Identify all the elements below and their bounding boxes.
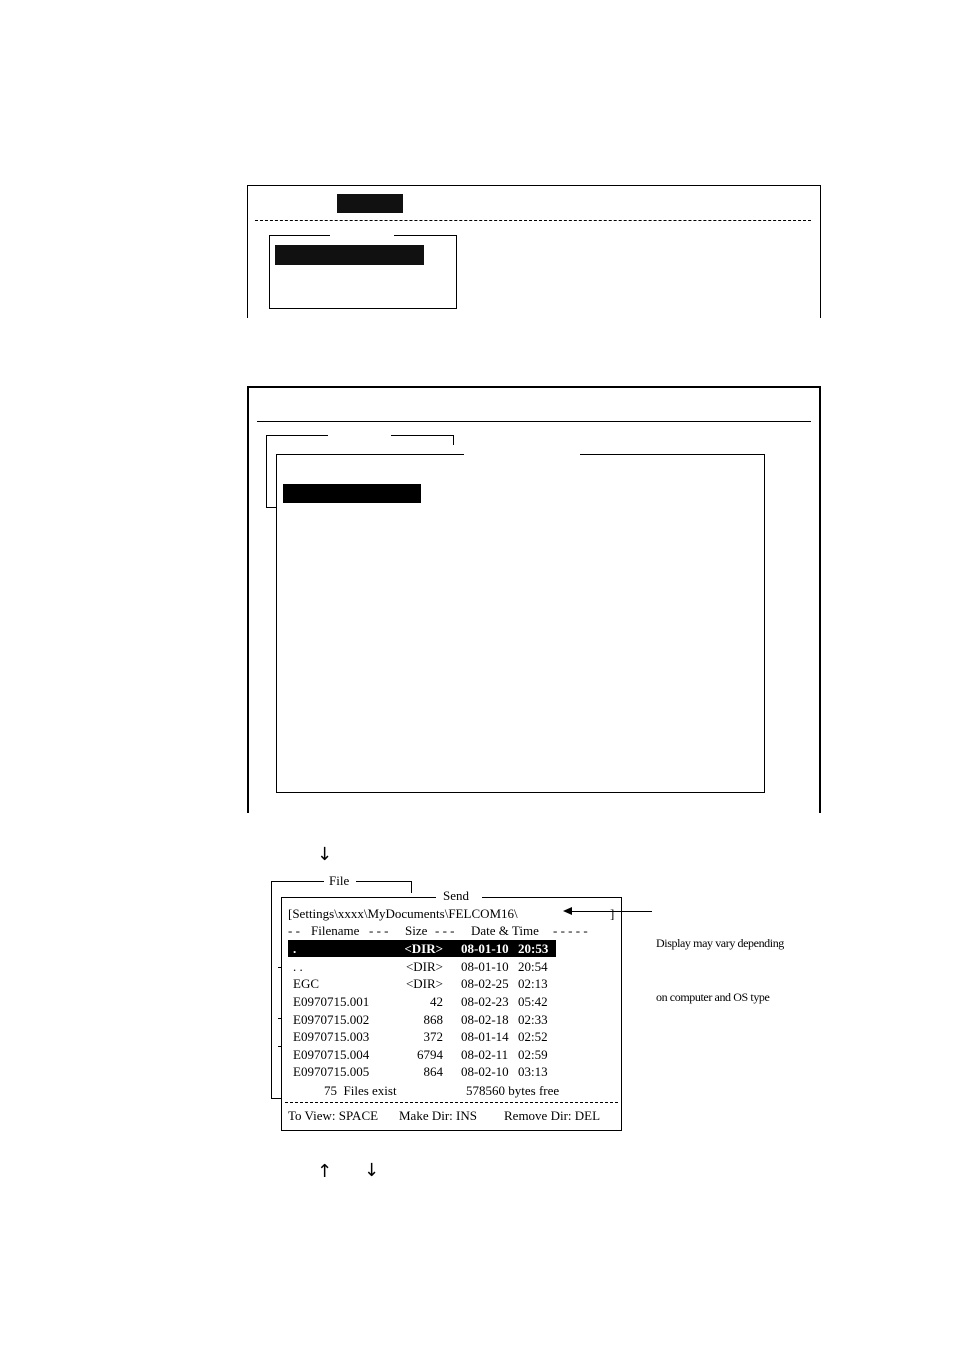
menu-bracket-right-drop — [411, 881, 412, 893]
callout-line-2: on computer and OS type — [656, 990, 770, 1004]
file-name: . . — [293, 959, 303, 974]
dropdown-left-edge — [266, 435, 267, 508]
remove-dir-hint: Remove Dir: DEL — [504, 1108, 601, 1123]
column-datetime: Date & Time — [471, 923, 539, 938]
tick — [278, 1046, 282, 1047]
file-size: 864 — [423, 1064, 443, 1079]
table-row[interactable] — [288, 975, 556, 992]
table-row[interactable] — [288, 1011, 556, 1028]
window-title-gap — [464, 452, 580, 456]
file-time: 03:13 — [518, 1064, 548, 1079]
down-arrow-icon: ↓ — [317, 844, 333, 865]
footer-separator — [285, 1102, 618, 1103]
file-date: 08-01-10 — [461, 941, 509, 956]
menu-separator — [255, 220, 811, 221]
files-count: 75 Files exist — [324, 1083, 397, 1098]
tick — [278, 967, 282, 968]
table-row[interactable] — [288, 993, 556, 1010]
file-date: 08-02-10 — [461, 1064, 509, 1079]
file-name: E0970715.004 — [293, 1047, 370, 1062]
table-row[interactable] — [288, 1046, 556, 1063]
file-date: 08-02-25 — [461, 976, 509, 991]
current-path: [Settings\xxxx\MyDocuments\FELCOM16\ — [288, 906, 518, 921]
file-time: 02:59 — [518, 1047, 548, 1062]
file-size: <DIR> — [405, 976, 443, 991]
file-size: 868 — [423, 1012, 443, 1027]
down-arrow-icon: ↓ — [364, 1160, 380, 1181]
screen-1-left-border — [247, 185, 248, 318]
file-time: 20:54 — [518, 959, 548, 974]
table-row[interactable] — [288, 958, 556, 975]
menu-highlight[interactable] — [337, 194, 403, 213]
dropdown-right-edge — [453, 435, 454, 445]
column-size: Size — [405, 923, 428, 938]
header-dash-2: - - - — [435, 923, 455, 938]
to-view-hint: To View: SPACE — [288, 1108, 379, 1123]
screen-1-top-border — [247, 185, 821, 186]
file-date: 08-01-14 — [461, 1029, 509, 1044]
screen-2-right-border — [819, 386, 821, 813]
file-size: 372 — [423, 1029, 443, 1044]
file-time: 20:53 — [518, 941, 549, 956]
table-row[interactable] — [288, 1028, 556, 1045]
header-dash-right: - - - - - — [553, 923, 588, 938]
screen-2-left-border — [247, 386, 249, 813]
column-filename: Filename — [311, 923, 360, 938]
menu-item-selected[interactable] — [275, 245, 424, 265]
menu-bracket-top-left — [271, 881, 324, 882]
table-row[interactable] — [288, 940, 556, 957]
table-row[interactable] — [288, 1063, 556, 1080]
header-dash-left: - - — [288, 923, 300, 938]
file-name: E0970715.002 — [293, 1012, 370, 1027]
file-name: . — [293, 941, 297, 956]
menu-bracket-left — [271, 881, 272, 1099]
file-date: 08-01-10 — [461, 959, 509, 974]
file-date: 08-02-23 — [461, 994, 509, 1009]
dropdown-bottom-stub — [266, 507, 276, 508]
make-dir-hint: Make Dir: INS — [399, 1108, 477, 1123]
callout-line-1: Display may vary depending — [656, 936, 784, 950]
file-name: E0970715.005 — [293, 1064, 370, 1079]
file-name: E0970715.003 — [293, 1029, 370, 1044]
callout-line — [571, 911, 652, 912]
file-row-selected[interactable] — [283, 484, 421, 503]
file-time: 02:33 — [518, 1012, 548, 1027]
file-name: E0970715.001 — [293, 994, 370, 1009]
bytes-free: 578560 bytes free — [466, 1083, 560, 1098]
up-arrow-icon: ↑ — [317, 1161, 333, 1182]
file-size: <DIR> — [405, 959, 443, 974]
dropdown-top-right — [391, 435, 453, 436]
callout-text — [656, 898, 784, 1042]
file-name: EGC — [293, 976, 319, 991]
file-time: 02:52 — [518, 1029, 548, 1044]
tick — [278, 1018, 282, 1019]
header-dash-1: - - - — [369, 923, 389, 938]
path-end: ] — [610, 906, 615, 921]
dropdown-top-left — [266, 435, 328, 436]
file-time: 02:13 — [518, 976, 548, 991]
dropdown-title-gap — [330, 233, 394, 237]
file-date: 08-02-18 — [461, 1012, 509, 1027]
menu-bracket-top-right — [356, 881, 411, 882]
file-size: <DIR> — [404, 941, 443, 956]
menu-title-file[interactable]: File — [329, 873, 350, 888]
screen-1-right-border — [820, 185, 821, 318]
menu-separator-2 — [257, 421, 811, 422]
screen-2-top-border — [247, 386, 821, 388]
file-size: 42 — [430, 994, 443, 1009]
send-title: Send — [443, 888, 469, 903]
file-date: 08-02-11 — [461, 1047, 509, 1062]
file-size: 6794 — [417, 1047, 443, 1062]
file-list-window — [276, 454, 765, 793]
file-time: 05:42 — [518, 994, 548, 1009]
